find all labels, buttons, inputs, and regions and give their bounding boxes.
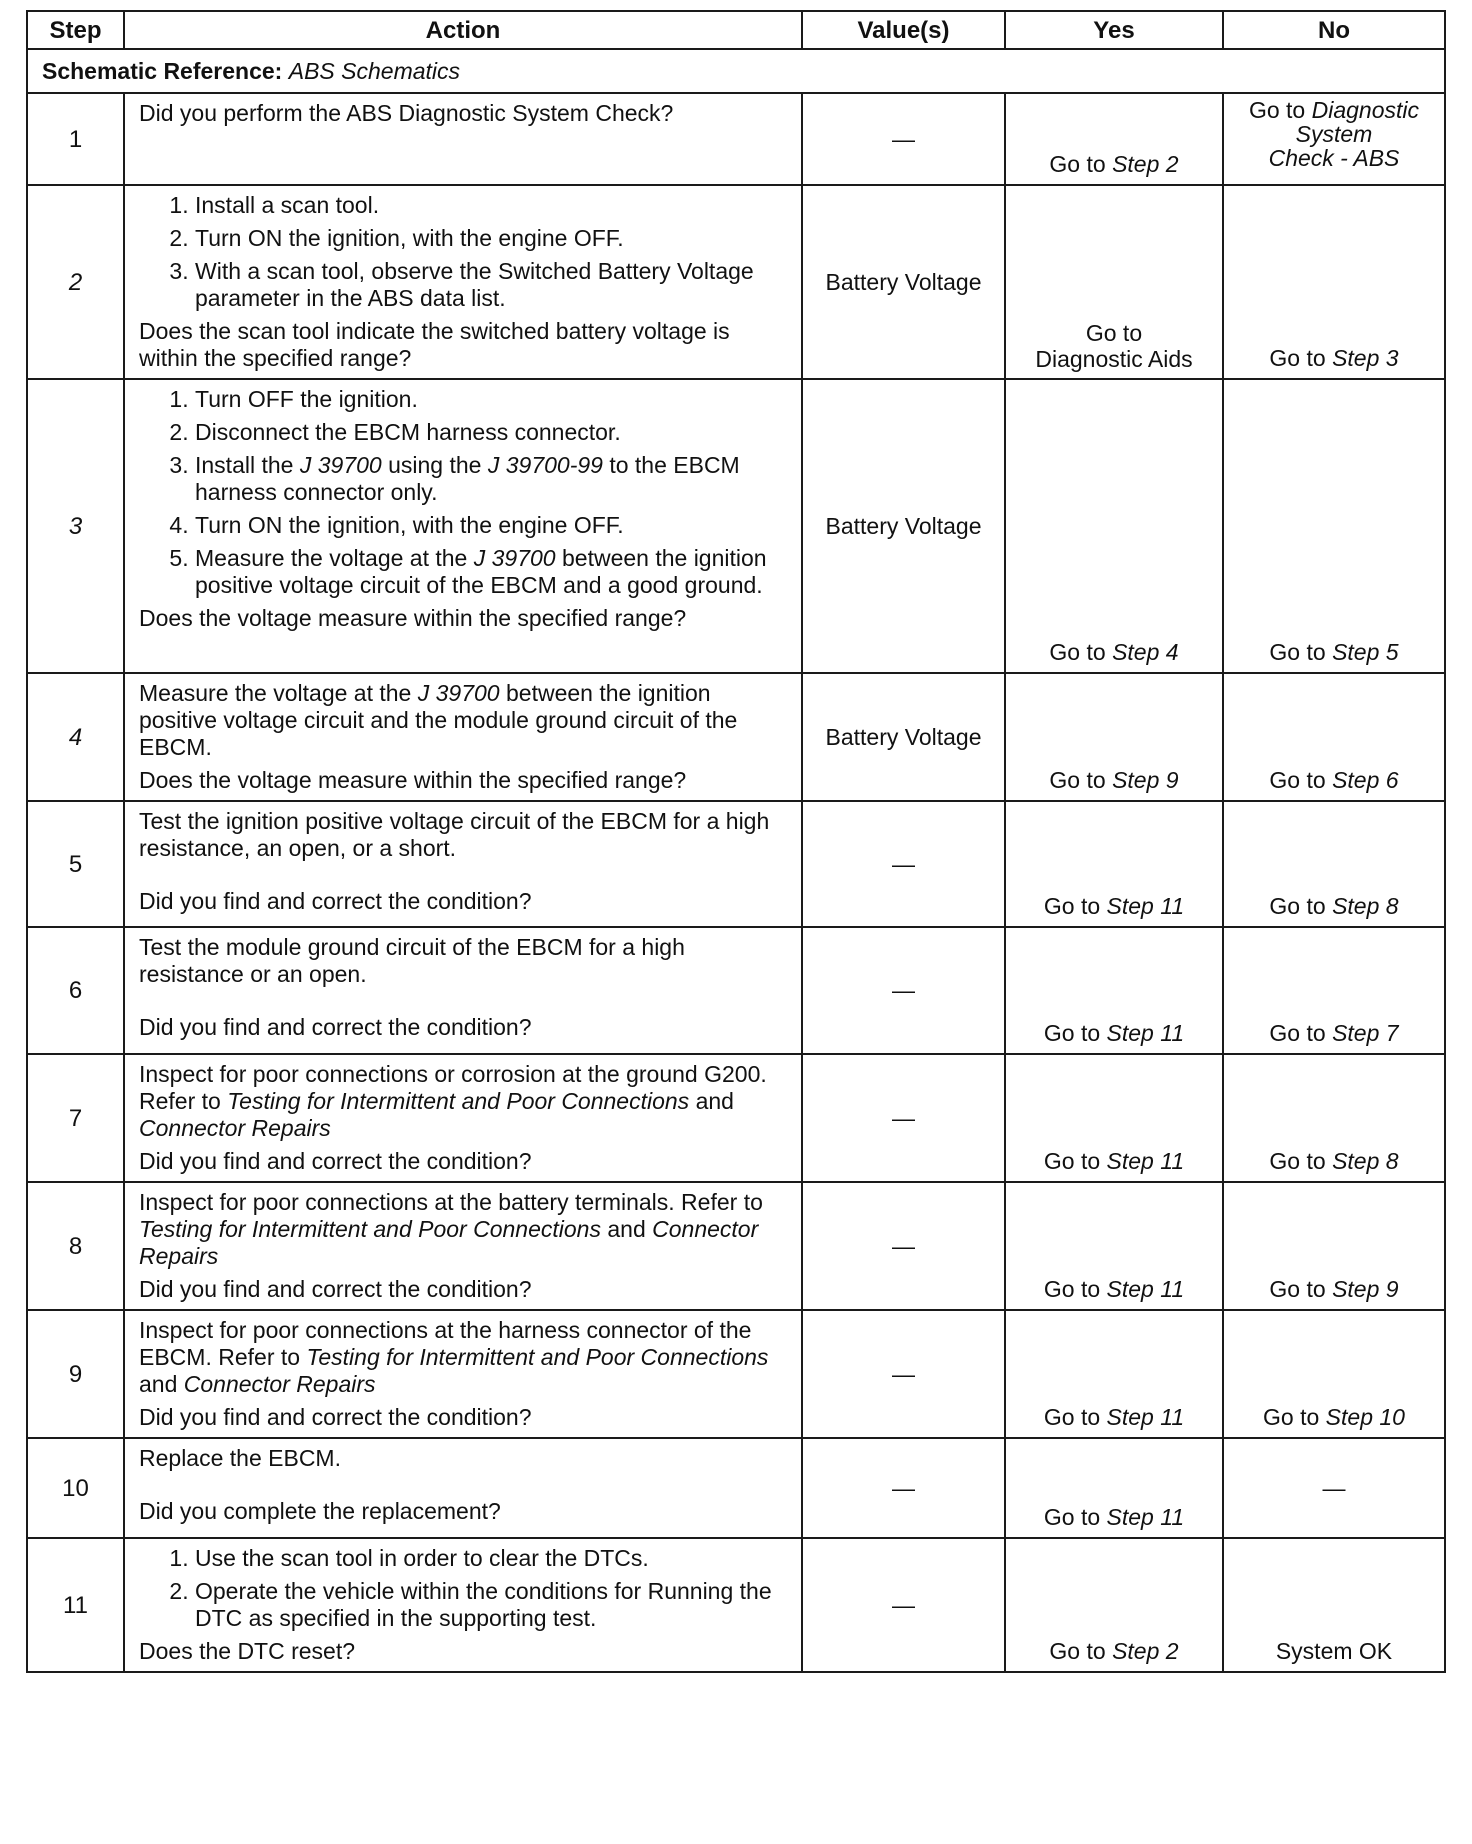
no-cell bbox=[1223, 185, 1445, 379]
header-values: Value(s) bbox=[802, 11, 1005, 49]
step-number: 10 bbox=[27, 1438, 124, 1538]
action-text: Inspect for poor connections at the battery terminals. Refer to Testing for Intermittent and Poor Connections and Connector Repairs bbox=[139, 1189, 763, 1269]
action-list bbox=[139, 192, 791, 312]
list-item: 4. Turn ON the ignition, with the engine OFF. bbox=[195, 512, 791, 539]
doc-ref: Connector Repairs bbox=[139, 1115, 331, 1141]
value-cell: — bbox=[802, 801, 1005, 927]
action-cell bbox=[124, 1438, 802, 1538]
no-cell bbox=[1223, 93, 1445, 185]
action-text: Test the module ground circuit of the EBCM for a high resistance or an open. bbox=[139, 934, 685, 987]
no-cell bbox=[1223, 1310, 1445, 1438]
step-number: 4 bbox=[27, 673, 124, 801]
doc-ref: Testing for Intermittent and Poor Connections bbox=[227, 1088, 690, 1114]
no-target: Step 8 bbox=[1332, 1148, 1399, 1174]
yes-cell bbox=[1005, 927, 1223, 1054]
action-cell bbox=[124, 379, 802, 673]
no-prefix: Go to bbox=[1269, 1148, 1326, 1174]
yes-target: Step 11 bbox=[1106, 1504, 1185, 1530]
no-target: Step 8 bbox=[1332, 893, 1399, 919]
action-question: Did you find and correct the condition? bbox=[139, 1404, 532, 1430]
no-target-1: Diagnostic bbox=[1311, 97, 1420, 123]
no-target-3: Check - ABS bbox=[1268, 145, 1400, 171]
table-row bbox=[27, 185, 1445, 379]
action-question: Does the voltage measure within the specified range? bbox=[139, 767, 687, 793]
step-number: 2 bbox=[27, 185, 124, 379]
yes-cell bbox=[1005, 1438, 1223, 1538]
yes-target: Step 9 bbox=[1112, 767, 1179, 793]
action-cell bbox=[124, 1182, 802, 1310]
doc-ref: Testing for Intermittent and Poor Connections bbox=[306, 1344, 769, 1370]
value-cell: Battery Voltage bbox=[802, 379, 1005, 673]
action-text: Inspect for poor connections or corrosion at the ground G200. Refer to Testing for Intermittent and Poor Connections and Connector Repairs bbox=[139, 1061, 767, 1141]
action-question: Did you find and correct the condition? bbox=[139, 1148, 532, 1174]
action-question: Did you find and correct the condition? bbox=[139, 888, 532, 914]
schematic-reference-row bbox=[27, 49, 1445, 93]
value-cell: — bbox=[802, 1438, 1005, 1538]
yes-target: Step 4 bbox=[1112, 639, 1179, 665]
header-yes: Yes bbox=[1005, 11, 1223, 49]
no-cell bbox=[1223, 673, 1445, 801]
no-target: Step 10 bbox=[1325, 1404, 1405, 1430]
table-row bbox=[27, 927, 1445, 1054]
yes-target: Step 11 bbox=[1106, 1020, 1185, 1046]
step-number: 8 bbox=[27, 1182, 124, 1310]
yes-prefix: Go to bbox=[1049, 151, 1106, 177]
value-cell: — bbox=[802, 1538, 1005, 1672]
list-item: 3. Install the J 39700 using the J 39700-99 to the EBCM harness connector only. bbox=[195, 452, 791, 506]
tool-ref: J 39700-99 bbox=[487, 452, 603, 478]
value-cell: — bbox=[802, 1182, 1005, 1310]
yes-cell bbox=[1005, 801, 1223, 927]
no-prefix: Go to bbox=[1269, 1020, 1326, 1046]
action-question: Does the DTC reset? bbox=[139, 1638, 356, 1664]
action-cell bbox=[124, 1538, 802, 1672]
yes-cell bbox=[1005, 185, 1223, 379]
list-item: 1. Turn OFF the ignition. bbox=[195, 386, 791, 413]
table-row bbox=[27, 673, 1445, 801]
yes-line-1: Go to bbox=[1085, 320, 1143, 346]
step-number: 5 bbox=[27, 801, 124, 927]
diagnostic-table bbox=[26, 10, 1446, 1673]
value-cell: — bbox=[802, 1054, 1005, 1182]
action-cell bbox=[124, 1310, 802, 1438]
action-text: Test the ignition positive voltage circuit of the EBCM for a high resistance, an open, or a short. bbox=[139, 808, 770, 861]
step-number: 9 bbox=[27, 1310, 124, 1438]
yes-target: Step 2 bbox=[1112, 151, 1179, 177]
yes-prefix: Go to bbox=[1043, 1276, 1101, 1302]
yes-target: Step 11 bbox=[1106, 1404, 1185, 1430]
table-row bbox=[27, 93, 1445, 185]
no-prefix: Go to bbox=[1269, 1276, 1326, 1302]
tool-ref: J 39700 bbox=[299, 452, 382, 478]
action-cell bbox=[124, 927, 802, 1054]
yes-line-2: Diagnostic Aids bbox=[1035, 346, 1193, 372]
no-prefix: Go to bbox=[1263, 1404, 1320, 1430]
yes-prefix: Go to bbox=[1043, 1504, 1101, 1530]
value-cell: Battery Voltage bbox=[802, 673, 1005, 801]
no-cell bbox=[1223, 379, 1445, 673]
action-text: Inspect for poor connections at the harness connector of the EBCM. Refer to Testing for Intermittent and Poor Connections and Connector Repairs bbox=[139, 1317, 769, 1397]
yes-prefix: Go to bbox=[1043, 1404, 1101, 1430]
no-target: Step 5 bbox=[1332, 639, 1399, 665]
yes-target: Step 11 bbox=[1106, 893, 1185, 919]
yes-prefix: Go to bbox=[1049, 639, 1106, 665]
no-prefix: Go to bbox=[1269, 345, 1326, 371]
yes-target: Step 11 bbox=[1106, 1276, 1185, 1302]
table-row bbox=[27, 1182, 1445, 1310]
no-prefix: Go to bbox=[1248, 97, 1306, 123]
no-target: Step 9 bbox=[1332, 1276, 1399, 1302]
table-row bbox=[27, 1054, 1445, 1182]
action-cell bbox=[124, 93, 802, 185]
step-number: 7 bbox=[27, 1054, 124, 1182]
yes-cell bbox=[1005, 93, 1223, 185]
yes-prefix: Go to bbox=[1043, 1020, 1101, 1046]
list-item: 2. Turn ON the ignition, with the engine OFF. bbox=[195, 225, 791, 252]
action-question: Does the voltage measure within the specified range? bbox=[139, 605, 687, 631]
yes-target: Step 11 bbox=[1106, 1148, 1185, 1174]
yes-cell bbox=[1005, 1310, 1223, 1438]
doc-ref: Connector Repairs bbox=[139, 1216, 759, 1269]
table-row bbox=[27, 379, 1445, 673]
header-step: Step bbox=[27, 11, 124, 49]
yes-target: Step 2 bbox=[1112, 1638, 1179, 1664]
doc-ref: Connector Repairs bbox=[183, 1371, 376, 1397]
schematic-reference bbox=[27, 49, 1445, 93]
table-row bbox=[27, 1438, 1445, 1538]
tool-ref: J 39700 bbox=[417, 680, 500, 706]
table-row bbox=[27, 1310, 1445, 1438]
no-prefix: Go to bbox=[1269, 639, 1326, 665]
list-item: 3. With a scan tool, observe the Switched Battery Voltage parameter in the ABS data list. bbox=[195, 258, 791, 312]
action-text: Measure the voltage at the J 39700 between the ignition positive voltage circuit and the module ground circuit of the EBCM. bbox=[139, 680, 738, 760]
no-cell bbox=[1223, 1182, 1445, 1310]
yes-prefix: Go to bbox=[1049, 1638, 1106, 1664]
step-number: 3 bbox=[27, 379, 124, 673]
no-cell bbox=[1223, 1538, 1445, 1672]
yes-prefix: Go to bbox=[1049, 767, 1106, 793]
list-item: 1. Use the scan tool in order to clear the DTCs. bbox=[195, 1545, 791, 1572]
action-question: Did you find and correct the condition? bbox=[139, 1276, 532, 1302]
value-cell: — bbox=[802, 93, 1005, 185]
action-cell bbox=[124, 673, 802, 801]
no-cell bbox=[1223, 801, 1445, 927]
action-question: Does the scan tool indicate the switched battery voltage is within the specified range? bbox=[139, 318, 730, 371]
list-item: 2. Operate the vehicle within the conditions for Running the DTC as specified in the supporting test. bbox=[195, 1578, 791, 1632]
value-cell: — bbox=[802, 927, 1005, 1054]
no-cell bbox=[1223, 927, 1445, 1054]
yes-cell bbox=[1005, 1538, 1223, 1672]
no-target: Step 6 bbox=[1332, 767, 1399, 793]
header-row bbox=[27, 11, 1445, 49]
header-action: Action bbox=[124, 11, 802, 49]
yes-prefix: Go to bbox=[1043, 893, 1101, 919]
table-row bbox=[27, 801, 1445, 927]
yes-cell bbox=[1005, 1054, 1223, 1182]
list-item: 5. Measure the voltage at the J 39700 between the ignition positive voltage circuit of the EBCM and a good ground. bbox=[195, 545, 791, 599]
no-target-2: System bbox=[1295, 121, 1373, 147]
action-question: Did you find and correct the condition? bbox=[139, 1014, 532, 1040]
list-item: 2. Disconnect the EBCM harness connector. bbox=[195, 419, 791, 446]
schematic-reference-link: ABS Schematics bbox=[288, 57, 461, 84]
doc-ref: Testing for Intermittent and Poor Connections bbox=[139, 1216, 601, 1242]
yes-cell bbox=[1005, 1182, 1223, 1310]
header-no: No bbox=[1223, 11, 1445, 49]
no-prefix: Go to bbox=[1269, 767, 1326, 793]
action-cell bbox=[124, 185, 802, 379]
action-cell bbox=[124, 801, 802, 927]
action-list bbox=[139, 1545, 791, 1632]
yes-cell bbox=[1005, 379, 1223, 673]
no-cell bbox=[1223, 1054, 1445, 1182]
action-question: Did you complete the replacement? bbox=[139, 1498, 501, 1524]
action-cell bbox=[124, 1054, 802, 1182]
schematic-reference-label: Schematic Reference: bbox=[42, 57, 283, 84]
no-target: Step 3 bbox=[1332, 345, 1399, 371]
yes-cell bbox=[1005, 673, 1223, 801]
value-cell: — bbox=[802, 1310, 1005, 1438]
step-number: 11 bbox=[27, 1538, 124, 1672]
list-item: 1. Install a scan tool. bbox=[195, 192, 791, 219]
no-target: Step 7 bbox=[1332, 1020, 1399, 1046]
step-number: 1 bbox=[27, 93, 124, 185]
action-text: Did you perform the ABS Diagnostic System Check? bbox=[139, 100, 674, 126]
no-cell: — bbox=[1223, 1438, 1445, 1538]
step-number: 6 bbox=[27, 927, 124, 1054]
no-prefix: Go to bbox=[1269, 893, 1326, 919]
action-text: Replace the EBCM. bbox=[139, 1445, 341, 1471]
action-list bbox=[139, 386, 791, 599]
tool-ref: J 39700 bbox=[473, 545, 556, 571]
table-row bbox=[27, 1538, 1445, 1672]
no-result: System OK bbox=[1275, 1638, 1393, 1664]
value-cell: Battery Voltage bbox=[802, 185, 1005, 379]
yes-prefix: Go to bbox=[1043, 1148, 1101, 1174]
